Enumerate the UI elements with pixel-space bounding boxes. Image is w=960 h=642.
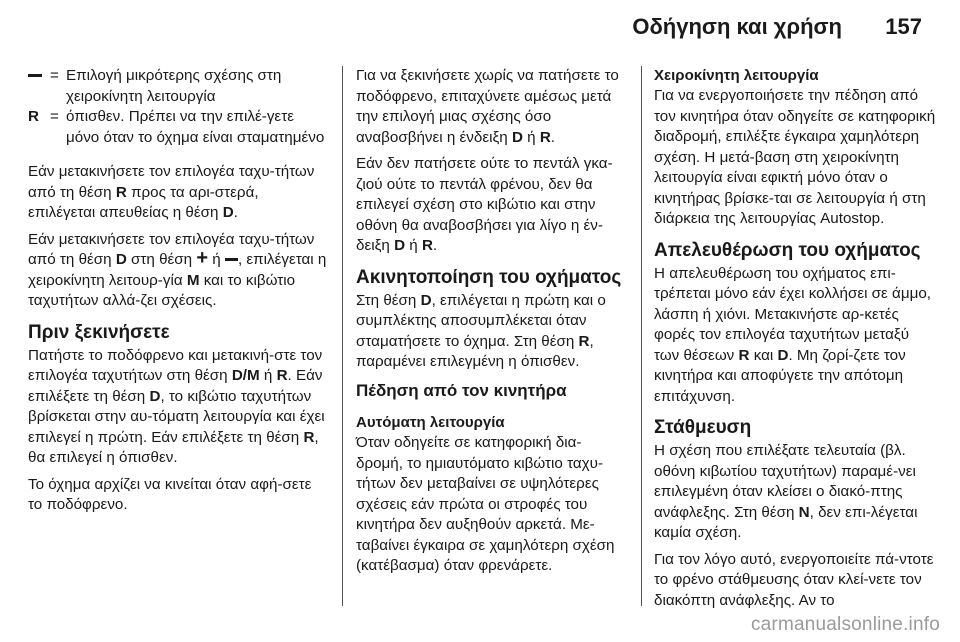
section-heading: Πριν ξεκινήσετε xyxy=(28,321,170,343)
paragraph: Εάν δεν πατήσετε ούτε το πεντάλ γκα-ζιού ούτε το πεντάλ φρένου, δεν θα επιλεγεί σχέση στο κιβώτιο και στην οθόνη θα αναβοσβήσει για λίγο η έν-δειξη D ή R. xyxy=(356,155,613,254)
def-equals: = xyxy=(50,67,59,84)
paragraph: Πατήστε το ποδόφρενο και μετακινή-στε τον επιλογέα ταχυτήτων στη θέση D/M ή R. Εάν επιλέξετε τη θέση D, το κιβώτιο ταχυτήτων βρίσκεται στην αυ-τόματη λειτουργία και έχει επιλεγεί η πρώτη. Εάν επιλέξετε τη θέση R, θα επιλεγεί η όπισθεν. xyxy=(28,346,325,466)
paragraph: Το όχημα αρχίζει να κινείται όταν αφή-σετε το ποδόφρενο. xyxy=(28,475,312,513)
minus-symbol xyxy=(28,66,50,107)
minus-icon xyxy=(225,258,238,261)
paragraph: Για τον λόγο αυτό, ενεργοποιείτε πά-ντοτε το φρένο στάθμευσης όταν κλεί-νετε τον διακόπτη ανάφλεξης. Αν το xyxy=(654,550,934,609)
section-heading: Απελευθέρωση του οχήματος xyxy=(654,239,921,261)
reverse-symbol: R xyxy=(28,108,39,125)
def-equals: = xyxy=(50,108,59,125)
paragraph: Στη θέση D, επιλέγεται η πρώτη και ο συμπλέκτης αποσυμπλέκεται όταν σταματήσετε το όχημα. Στη θέση R, παραμένει επιλεγμένη η όπισθεν. xyxy=(356,291,606,370)
section-heading: Πέδηση από τον κινητήρα xyxy=(356,380,567,400)
paragraph: Η σχέση που επιλέξατε τελευταία (βλ. οθόνη κιβωτίου ταχυτήτων) παραμέ-νει επιλεγμένη όταν κλείσει ο διακό-πτης ανάφλεξης. Στη θέση N, δεν επι-λέγεται καμία σχέση. xyxy=(654,442,918,541)
paragraph: Για να ενεργοποιήσετε την πέδηση από τον κινητήρα όταν οδηγείτε σε κατηφορική διαδρομή, επιλέξτε έγκαιρα χαμηλότερη σχέση. Η μετά-βαση στη χειροκίνητη λειτουργία είναι εφικτή μόνο όταν ο κινητήρας βρίσκε-ται σε λειτουργία ή στη διάρκεια της λειτουργίας Autostop. xyxy=(654,87,936,227)
watermark[interactable]: carmanualsonline.info xyxy=(750,614,940,635)
column-2 xyxy=(356,66,624,583)
def-text: όπισθεν. Πρέπει να την επιλέ-γετε μόνο όταν το όχημα είναι σταματημένο xyxy=(66,108,325,146)
subsection-heading: Χειροκίνητη λειτουργία xyxy=(654,67,819,84)
paragraph: Εάν μετακινήσετε τον επιλογέα ταχυ-τήτων από τη θέση R προς τα αρι-στερά, επιλέγεται απευθείας η θέση D. xyxy=(28,163,315,221)
page-number: 157 xyxy=(885,14,922,39)
paragraph: Η απελευθέρωση του οχήματος επι-τρέπεται μόνο εάν έχει κολλήσει σε άμμο, λάσπη ή χιόνι. Μετακινήστε αρ-κετές φορές τον επιλογέα ταχυτήτων μεταξύ των θέσεων R και D. Μη ζορί-ζετε τον κινητήρα και αποφύγετε την απότομη επιτάχυνση. xyxy=(654,264,931,405)
def-text: Επιλογή μικρότερης σχέσης στη χειροκίνητη λειτουργία xyxy=(66,67,282,105)
section-heading: Στάθμευση xyxy=(654,417,752,438)
paragraph: Όταν οδηγείτε σε κατηφορική δια-δρομή, το ημιαυτόματο κιβώτιο ταχυ-τήτων δεν μεταβαίνει σε υψηλότερες σχέσεις εάν πρώτα οι στροφές του κινητήρα δεν αυξηθούν αρκετά. Με-ταβαίνει έγκαιρα σε χαμηλότερη σχέση (κατέβασμα) όταν φρενάρετε. xyxy=(356,434,615,574)
paragraph: Εάν μετακινήσετε τον επιλογέα ταχυ-τήτων από τη θέση D στη θέση + ή , επιλέγεται η χειροκίνητη λειτουρ-γία M και το κιβώτιο ταχυτήτων αλλά-ζει σχέσεις. xyxy=(28,230,327,309)
column-3 xyxy=(654,66,936,617)
column-1 xyxy=(28,66,328,522)
subsection-heading: Αυτόματη λειτουργία xyxy=(356,414,505,431)
definition-list xyxy=(28,66,328,148)
column-divider xyxy=(342,66,343,606)
column-divider xyxy=(641,66,642,606)
header-title: Οδήγηση και χρήση xyxy=(632,14,842,39)
page-header xyxy=(0,0,960,60)
plus-icon: + xyxy=(196,247,209,269)
section-heading: Ακινητοποίηση του οχήματος xyxy=(356,266,622,288)
paragraph: Για να ξεκινήσετε χωρίς να πατήσετε το ποδόφρενο, επιταχύνετε αμέσως μετά την επιλογή μιας σχέσης όσο αναβοσβήνει η ένδειξη D ή R. xyxy=(356,67,619,146)
